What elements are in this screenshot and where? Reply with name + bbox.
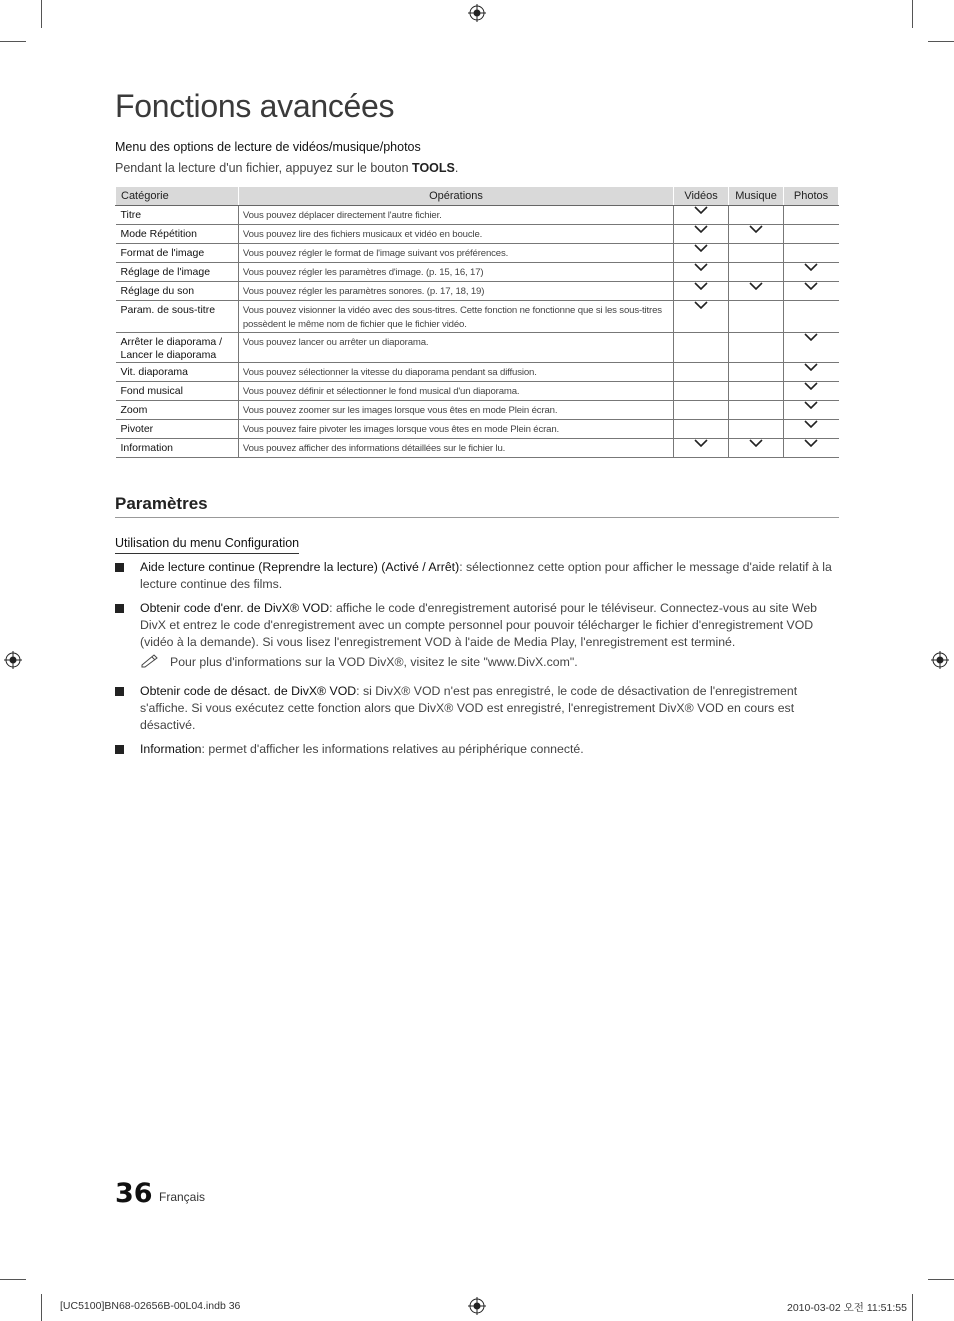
music-support-cell [729,333,784,363]
table-row [116,401,839,420]
checkmark-icon [749,282,763,290]
photos-support-cell [784,363,839,382]
page-number: 36 [115,1178,153,1209]
checkmark-icon [804,401,818,409]
videos-support-cell [674,206,729,225]
operation-cell: Vous pouvez régler les paramètres d'image. (p. 15, 16, 17) [238,263,673,282]
checkmark-icon [694,225,708,233]
crop-mark [0,41,26,42]
settings-section-title: Paramètres [115,494,208,513]
crop-mark [928,1279,954,1280]
list-item [115,600,839,651]
table-row [116,263,839,282]
category-cell: Réglage de l'image [116,263,239,282]
crop-mark [912,0,913,28]
category-cell: Vit. diaporama [116,363,239,382]
checkmark-icon [804,263,818,271]
square-bullet-icon [115,687,124,696]
intro-text-body: Pendant la lecture d'un fichier, appuyez sur le bouton [115,161,413,175]
checkmark-icon [694,263,708,271]
photos-support-cell [784,439,839,458]
crop-mark [0,1279,26,1280]
checkmark-icon [694,301,708,309]
videos-support-cell [674,263,729,282]
options-menu-heading: Menu des options de lecture de vidéos/musique/photos [115,140,421,154]
videos-support-cell [674,301,729,333]
operation-cell: Vous pouvez déplacer directement l'autre fichier. [238,206,673,225]
category-cell: Param. de sous-titre [116,301,239,333]
header-photos: Photos [784,187,839,206]
videos-support-cell [674,439,729,458]
checkmark-icon [804,420,818,428]
photos-support-cell [784,263,839,282]
bullet-text: : si DivX® VOD n'est pas enregistré, le code de désactivation de l'enregistrement s'affiche. Si vous exécutez cette fonction alors que DivX® VOD est enregistré, l'enregistrement DivX® VOD en cours est désactivé. [140,684,798,732]
table-row [116,301,839,333]
list-item [115,741,839,758]
videos-support-cell [674,363,729,382]
checkmark-icon [804,439,818,447]
category-cell: Fond musical [116,382,239,401]
bullet-text: : sélectionnez cette option pour afficher le message d'aide relatif à la lecture continue des films. [140,560,832,591]
bullet-term: Obtenir code de désact. de DivX® VOD [140,684,357,698]
category-cell: Format de l'image [116,244,239,263]
music-support-cell [729,206,784,225]
table-row [116,225,839,244]
music-support-cell [729,420,784,439]
operation-cell: Vous pouvez régler les paramètres sonores. (p. 17, 18, 19) [238,282,673,301]
checkmark-icon [694,439,708,447]
photos-support-cell [784,301,839,333]
videos-support-cell [674,333,729,363]
square-bullet-icon [115,745,124,754]
music-support-cell [729,263,784,282]
note-text: Pour plus d'informations sur la VOD DivX®, visitez le site "www.DivX.com". [170,655,578,669]
intro-text [115,161,458,175]
header-operations: Opérations [238,187,673,206]
registration-mark-icon [468,1297,486,1315]
music-support-cell [729,401,784,420]
music-support-cell [729,363,784,382]
intro-text-end: . [454,161,459,175]
operation-cell: Vous pouvez lire des fichiers musicaux et vidéo en boucle. [238,225,673,244]
print-slug-date: 2010-03-02 오전 11:51:55 [787,1302,907,1314]
operation-cell: Vous pouvez lancer ou arrêter un diaporama. [238,333,673,363]
photos-support-cell [784,225,839,244]
music-support-cell [729,225,784,244]
playback-options-table [115,186,839,458]
checkmark-icon [749,225,763,233]
operation-cell: Vous pouvez définir et sélectionner le fond musical d'un diaporama. [238,382,673,401]
bullet-term: Aide lecture continue (Reprendre la lecture) (Activé / Arrêt) [140,560,460,574]
table-row [116,439,839,458]
registration-mark-icon [4,651,22,669]
crop-mark [912,1294,913,1321]
music-support-cell [729,244,784,263]
operation-cell: Vous pouvez afficher des informations détaillées sur le fichier lu. [238,439,673,458]
photos-support-cell [784,206,839,225]
category-cell: Information [116,439,239,458]
crop-mark [928,41,954,42]
list-item [115,683,839,734]
videos-support-cell [674,225,729,244]
header-music: Musique [729,187,784,206]
photos-support-cell [784,401,839,420]
videos-support-cell [674,282,729,301]
checkmark-icon [804,282,818,290]
table-row [116,382,839,401]
settings-bullet-list [115,559,839,765]
bullet-text: : permet d'afficher les informations relatives au périphérique connecté. [201,742,584,756]
checkmark-icon [694,206,708,214]
square-bullet-icon [115,604,124,613]
category-cell: Titre [116,206,239,225]
square-bullet-icon [115,563,124,572]
videos-support-cell [674,420,729,439]
section-divider [115,517,839,518]
photos-support-cell [784,282,839,301]
category-cell: Mode Répétition [116,225,239,244]
checkmark-icon [804,333,818,341]
bullet-text: : affiche le code d'enregistrement autorisé pour le téléviseur. Connectez-vous au site Web DivX et entrez le code d'enregistrement avec un compte personnel pour pouvoir télécharger le fichier d'enregistrement VOD (vidéo à la demande). Si vous lisez l'enregistrement VOD à l'aide de Media Play, l'enregistrement est terminé. [140,601,818,649]
tools-button-label: TOOLS [412,161,455,175]
pencil-note-icon [140,652,160,668]
music-support-cell [729,439,784,458]
table-row [116,282,839,301]
operation-cell: Vous pouvez visionner la vidéo avec des sous-titres. Cette fonction ne fonctionne que si les sous-titres possèdent le même nom de fichier que le fichier vidéo. [238,301,673,333]
table-row [116,244,839,263]
videos-support-cell [674,401,729,420]
videos-support-cell [674,244,729,263]
photos-support-cell [784,333,839,363]
operation-cell: Vous pouvez zoomer sur les images lorsque vous êtes en mode Plein écran. [238,401,673,420]
operation-cell: Vous pouvez sélectionner la vitesse du diaporama pendant sa diffusion. [238,363,673,382]
operation-cell: Vous pouvez faire pivoter les images lorsque vous êtes en mode Plein écran. [238,420,673,439]
table-row [116,363,839,382]
checkmark-icon [804,382,818,390]
configuration-menu-heading: Utilisation du menu Configuration [115,536,299,554]
note [115,654,839,671]
music-support-cell [729,282,784,301]
music-support-cell [729,382,784,401]
language-label: Français [159,1190,206,1204]
checkmark-icon [749,439,763,447]
header-videos: Vidéos [674,187,729,206]
operation-cell: Vous pouvez régler le format de l'image suivant vos préférences. [238,244,673,263]
photos-support-cell [784,420,839,439]
crop-mark [41,0,42,28]
list-item [115,559,839,593]
table-body [116,206,839,458]
header-category: Catégorie [116,187,239,206]
crop-mark [41,1294,42,1321]
table-row [116,333,839,363]
photos-support-cell [784,244,839,263]
table-header-row [116,187,839,206]
category-cell: Pivoter [116,420,239,439]
checkmark-icon [804,363,818,371]
print-slug-file: [UC5100]BN68-02656B-00L04.indb 36 [60,1300,241,1312]
category-cell: Zoom [116,401,239,420]
page-title: Fonctions avancées [115,88,395,124]
registration-mark-icon [468,4,486,22]
checkmark-icon [694,282,708,290]
checkmark-icon [694,244,708,252]
bullet-term: Information [140,742,202,756]
registration-mark-icon [931,651,949,669]
music-support-cell [729,301,784,333]
category-cell: Réglage du son [116,282,239,301]
bullet-term: Obtenir code d'enr. de DivX® VOD [140,601,330,615]
videos-support-cell [674,382,729,401]
table-row [116,206,839,225]
category-cell: Arrêter le diaporama / Lancer le diaporama [116,333,239,363]
table-row [116,420,839,439]
photos-support-cell [784,382,839,401]
